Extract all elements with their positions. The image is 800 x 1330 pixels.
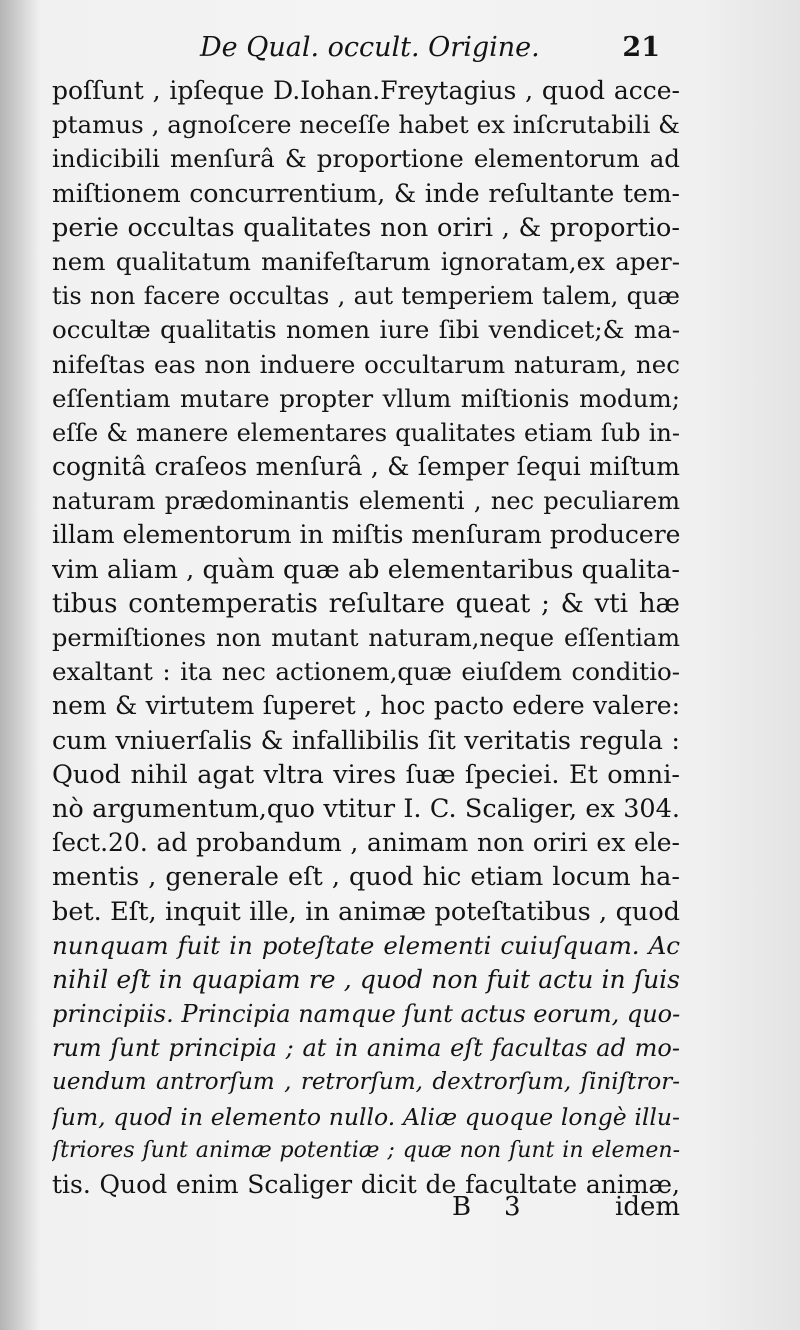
text-line: eſſentiam mutare propter vllum miſtionis modum; — [52, 383, 680, 413]
text-line: uendum antrorſum , retrorſum, dextrorſum, ſiniſtror- — [52, 1069, 680, 1096]
running-title: De Qual. occult. Origine. — [200, 32, 540, 63]
text-line: Quod nihil agat vltra vires ſuæ ſpeciei. Et omni- — [52, 759, 680, 790]
text-line: miſtionem concurrentium, & inde reſultante tem- — [52, 178, 680, 208]
text-line: permiſtiones non mutant naturam,neque eſſentiam — [52, 624, 680, 652]
page-number: 21 — [622, 32, 660, 63]
text-line: nem & virtutem ſuperet , hoc pacto edere valere: — [52, 691, 680, 721]
text-line: tis non facere occultas , aut temperiem talem, quæ — [52, 282, 680, 311]
text-line: indicibili menſurâ & proportione elementorum ad — [52, 144, 680, 174]
catchword: idem — [615, 1192, 680, 1222]
text-line: ſect.20. ad probandum , animam non oriri ex ele- — [52, 828, 680, 858]
body-text — [52, 74, 680, 1202]
catch-line — [52, 1192, 680, 1226]
text-line: vim aliam , quàm quæ ab elementaribus qualita- — [52, 554, 680, 585]
text-line: nihil eſt in quapiam re , quod non fuit actu in ſuis — [52, 964, 680, 994]
text-line: cum vniuerſalis & infallibilis ſit veritatis regula : — [52, 725, 680, 756]
text-line: naturam prædominantis elementi , nec peculiarem — [52, 487, 680, 516]
text-line: eſſe & manere elementares qualitates etiam ſub in- — [52, 418, 680, 447]
text-line: principiis. Principia namque ſunt actus eorum, quo- — [52, 1000, 680, 1029]
text-line: nifeſtas eas non induere occultarum naturam, nec — [52, 349, 680, 379]
text-line: rum ſunt principia ; at in anima eſt facultas ad mo- — [52, 1034, 680, 1063]
text-line: bet. Eſt, inquit ille, in animæ poteſtatibus , quod — [52, 896, 680, 927]
text-line: tis. Quod enim Scaliger dicit de facultate animæ, — [52, 1170, 680, 1199]
text-line: ptamus , agnoſcere neceſſe habet ex inſcrutabili & — [52, 110, 680, 140]
signature-number: 3 — [504, 1192, 521, 1222]
text-line: tibus contemperatis reſultare queat ; & vti hæ — [52, 588, 680, 619]
text-line: nem qualitatum manifeſtarum ignoratam,ex aper- — [52, 246, 680, 276]
text-line: poſſunt , ipſeque D.Iohan.Freytagius , quod acce- — [52, 76, 680, 105]
text-line: mentis , generale eſt , quod hic etiam locum ha- — [52, 862, 680, 893]
text-line: ſum, quod in elemento nullo. Aliæ quoque longè illu- — [52, 1102, 680, 1131]
signature-mark: B — [452, 1192, 472, 1222]
text-line: exaltant : ita nec actionem,quæ eiuſdem conditio- — [52, 657, 680, 687]
gutter-shadow — [0, 0, 40, 1330]
text-line: illam elementorum in miſtis menſuram producere — [52, 520, 680, 550]
text-line: nò argumentum,quo vtitur I. C. Scaliger, ex 304. — [52, 793, 680, 824]
text-line: perie occultas qualitates non oriri , & proportio- — [52, 212, 680, 243]
text-line: nunquam fuit in poteſtate elementi cuiuſquam. Ac — [52, 930, 680, 960]
text-line: cognitâ craſeos menſurâ , & ſemper ſequi miſtum — [52, 452, 680, 482]
running-head — [200, 32, 660, 74]
text-line: ſtriores ſunt animæ potentiæ ; quæ non ſunt in elemen- — [52, 1137, 680, 1163]
text-line: occultæ qualitatis nomen iure ſibi vendicet;& ma- — [52, 315, 680, 345]
